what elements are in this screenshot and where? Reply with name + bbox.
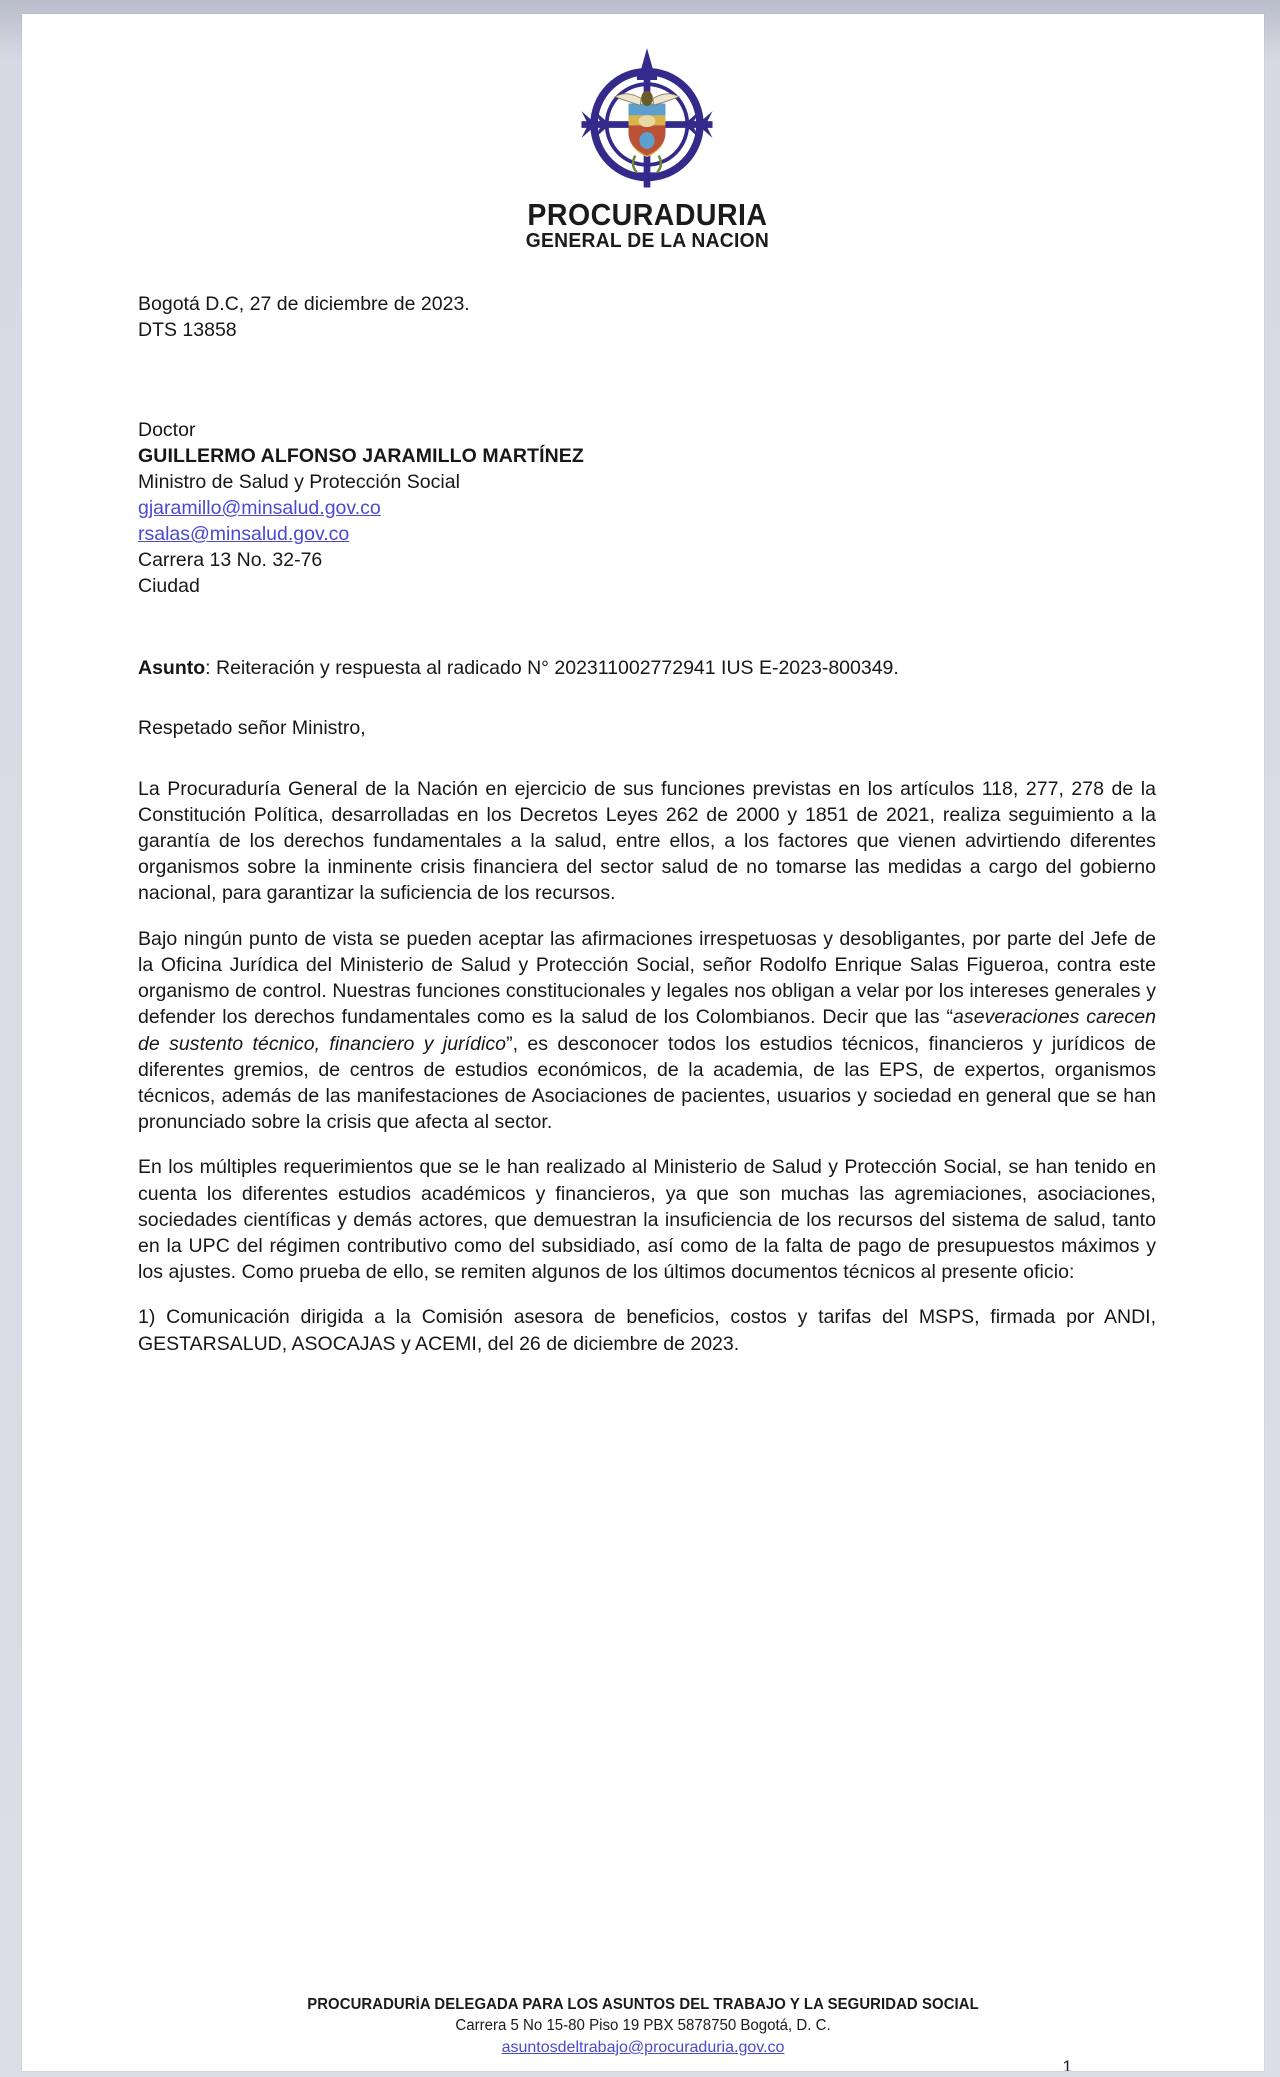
page-content <box>22 14 1264 1357</box>
paragraph-2-quoted-phrase: aseveraciones carecen de sustento técnico, financiero y jurídico <box>138 1006 1156 1055</box>
page-footer <box>22 1996 1264 2071</box>
footer-organization: PROCURADURÍA DELEGADA PARA LOS ASUNTOS DEL TRABAJO Y LA SEGURIDAD SOCIAL <box>307 1996 979 2013</box>
letter-meta <box>138 292 1156 344</box>
recipient-city: Ciudad <box>138 574 200 597</box>
paragraph-2-part-a: Bajo ningún punto de vista se pueden aceptar las afirmaciones irrespetuosas y desobligantes, por parte del Jefe de la Oficina Jurídica del Ministerio de Salud y Protección Social, señor Rodolfo Enrique Salas Figueroa, contra este organismo de control. Nuestras funciones constitucionales y legales nos obligan a velar por los intereses generales y defender los derechos fundamentales como es la salud de los Colombianos. Decir que las “ <box>138 927 1156 1029</box>
page-number: 1 <box>1062 2057 1072 2071</box>
recipient-title: Doctor <box>138 419 196 442</box>
subject-label: Asunto <box>138 656 206 679</box>
subject-separator: : <box>205 656 216 679</box>
footer-email-link[interactable]: asuntosdeltrabajo@procuraduria.gov.co <box>501 2039 785 2056</box>
spacer <box>138 600 1156 656</box>
spacer <box>138 344 1156 418</box>
recipient-email-link-1[interactable]: gjaramillo@minsalud.gov.co <box>138 497 381 519</box>
paragraph-2 <box>138 926 1156 1136</box>
procuraduria-crosshair-emblem <box>563 38 731 206</box>
recipient-name: GUILLERMO ALFONSO JARAMILLO MARTÍNEZ <box>138 445 584 468</box>
wordmark-general-de-la-nacion: GENERAL DE LA NACION <box>525 229 769 253</box>
recipient-position: Ministro de Salud y Protección Social <box>138 471 460 494</box>
letterhead-wordmark <box>517 197 778 253</box>
attachment-item-1: 1) Comunicación dirigida a la Comisión asesora de beneficios, costos y tarifas del MSPS, firmada por ANDI, GESTARSALUD, ASOCAJAS y ACEMI, del 26 de diciembre de 2023. <box>138 1306 1156 1355</box>
place-and-date: Bogotá D.C, 27 de diciembre de 2023. <box>138 293 470 316</box>
recipient-block <box>138 418 1156 599</box>
wordmark-procuraduria: PROCURADURIA <box>526 197 768 232</box>
spacer <box>138 742 1156 776</box>
footer-wrap <box>118 1996 1168 2071</box>
subject-text: Reiteración y respuesta al radicado N° 202311002772941 IUS E-2023-800349. <box>216 656 899 679</box>
letter-body <box>138 292 1156 1357</box>
letterhead <box>138 38 1156 253</box>
paragraph-2-part-b: ”, es desconocer todos los estudios técnicos, financieros y jurídicos de diferentes gremios, de centros de estudios económicos, de la academia, de las EPS, de expertos, organismos técnicos, además de las manifestaciones de Asociaciones de pacientes, usuarios y sociedad en general que se han pronunciado sobre la crisis que afecta al sector. <box>138 1032 1156 1134</box>
document-page <box>22 14 1264 2071</box>
paragraph-1: La Procuraduría General de la Nación en ejercicio de sus funciones previstas en los artículos 118, 277, 278 de la Constitución Política, desarrolladas en los Decretos Leyes 262 de 2000 y 1851 de 2021, realiza seguimiento a la garantía de los derechos fundamentales a la salud, entre ellos, a los factores que vienen advirtiendo diferentes organismos sobre la inminente crisis financiera del sector salud de no tomarse las medidas a cargo del gobierno nacional, para garantizar la suficiencia de los recursos. <box>138 777 1156 905</box>
subject-line <box>138 656 1156 682</box>
document-reference: DTS 13858 <box>138 319 237 342</box>
spacer <box>138 682 1156 716</box>
recipient-address: Carrera 13 No. 32-76 <box>138 548 323 571</box>
footer-address: Carrera 5 No 15-80 Piso 19 PBX 5878750 Bogotá, D. C. <box>455 2017 831 2034</box>
greeting: Respetado señor Ministro, <box>138 716 366 739</box>
paragraph-3: En los múltiples requerimientos que se le han realizado al Ministerio de Salud y Protección Social, se han tenido en cuenta los diferentes estudios académicos y financieros, ya que son muchas las agremiaciones, asociaciones, sociedades científicas y demás actores, que demuestran la insuficiencia de los recursos del sistema de salud, tanto en la UPC del régimen contributivo como del subsidiado, así como de la falta de pago de presupuestos máximos y los ajustes. Como prueba de ello, se remiten algunos de los últimos documentos técnicos al presente oficio: <box>138 1156 1156 1284</box>
recipient-email-link-2[interactable]: rsalas@minsalud.gov.co <box>138 522 350 545</box>
